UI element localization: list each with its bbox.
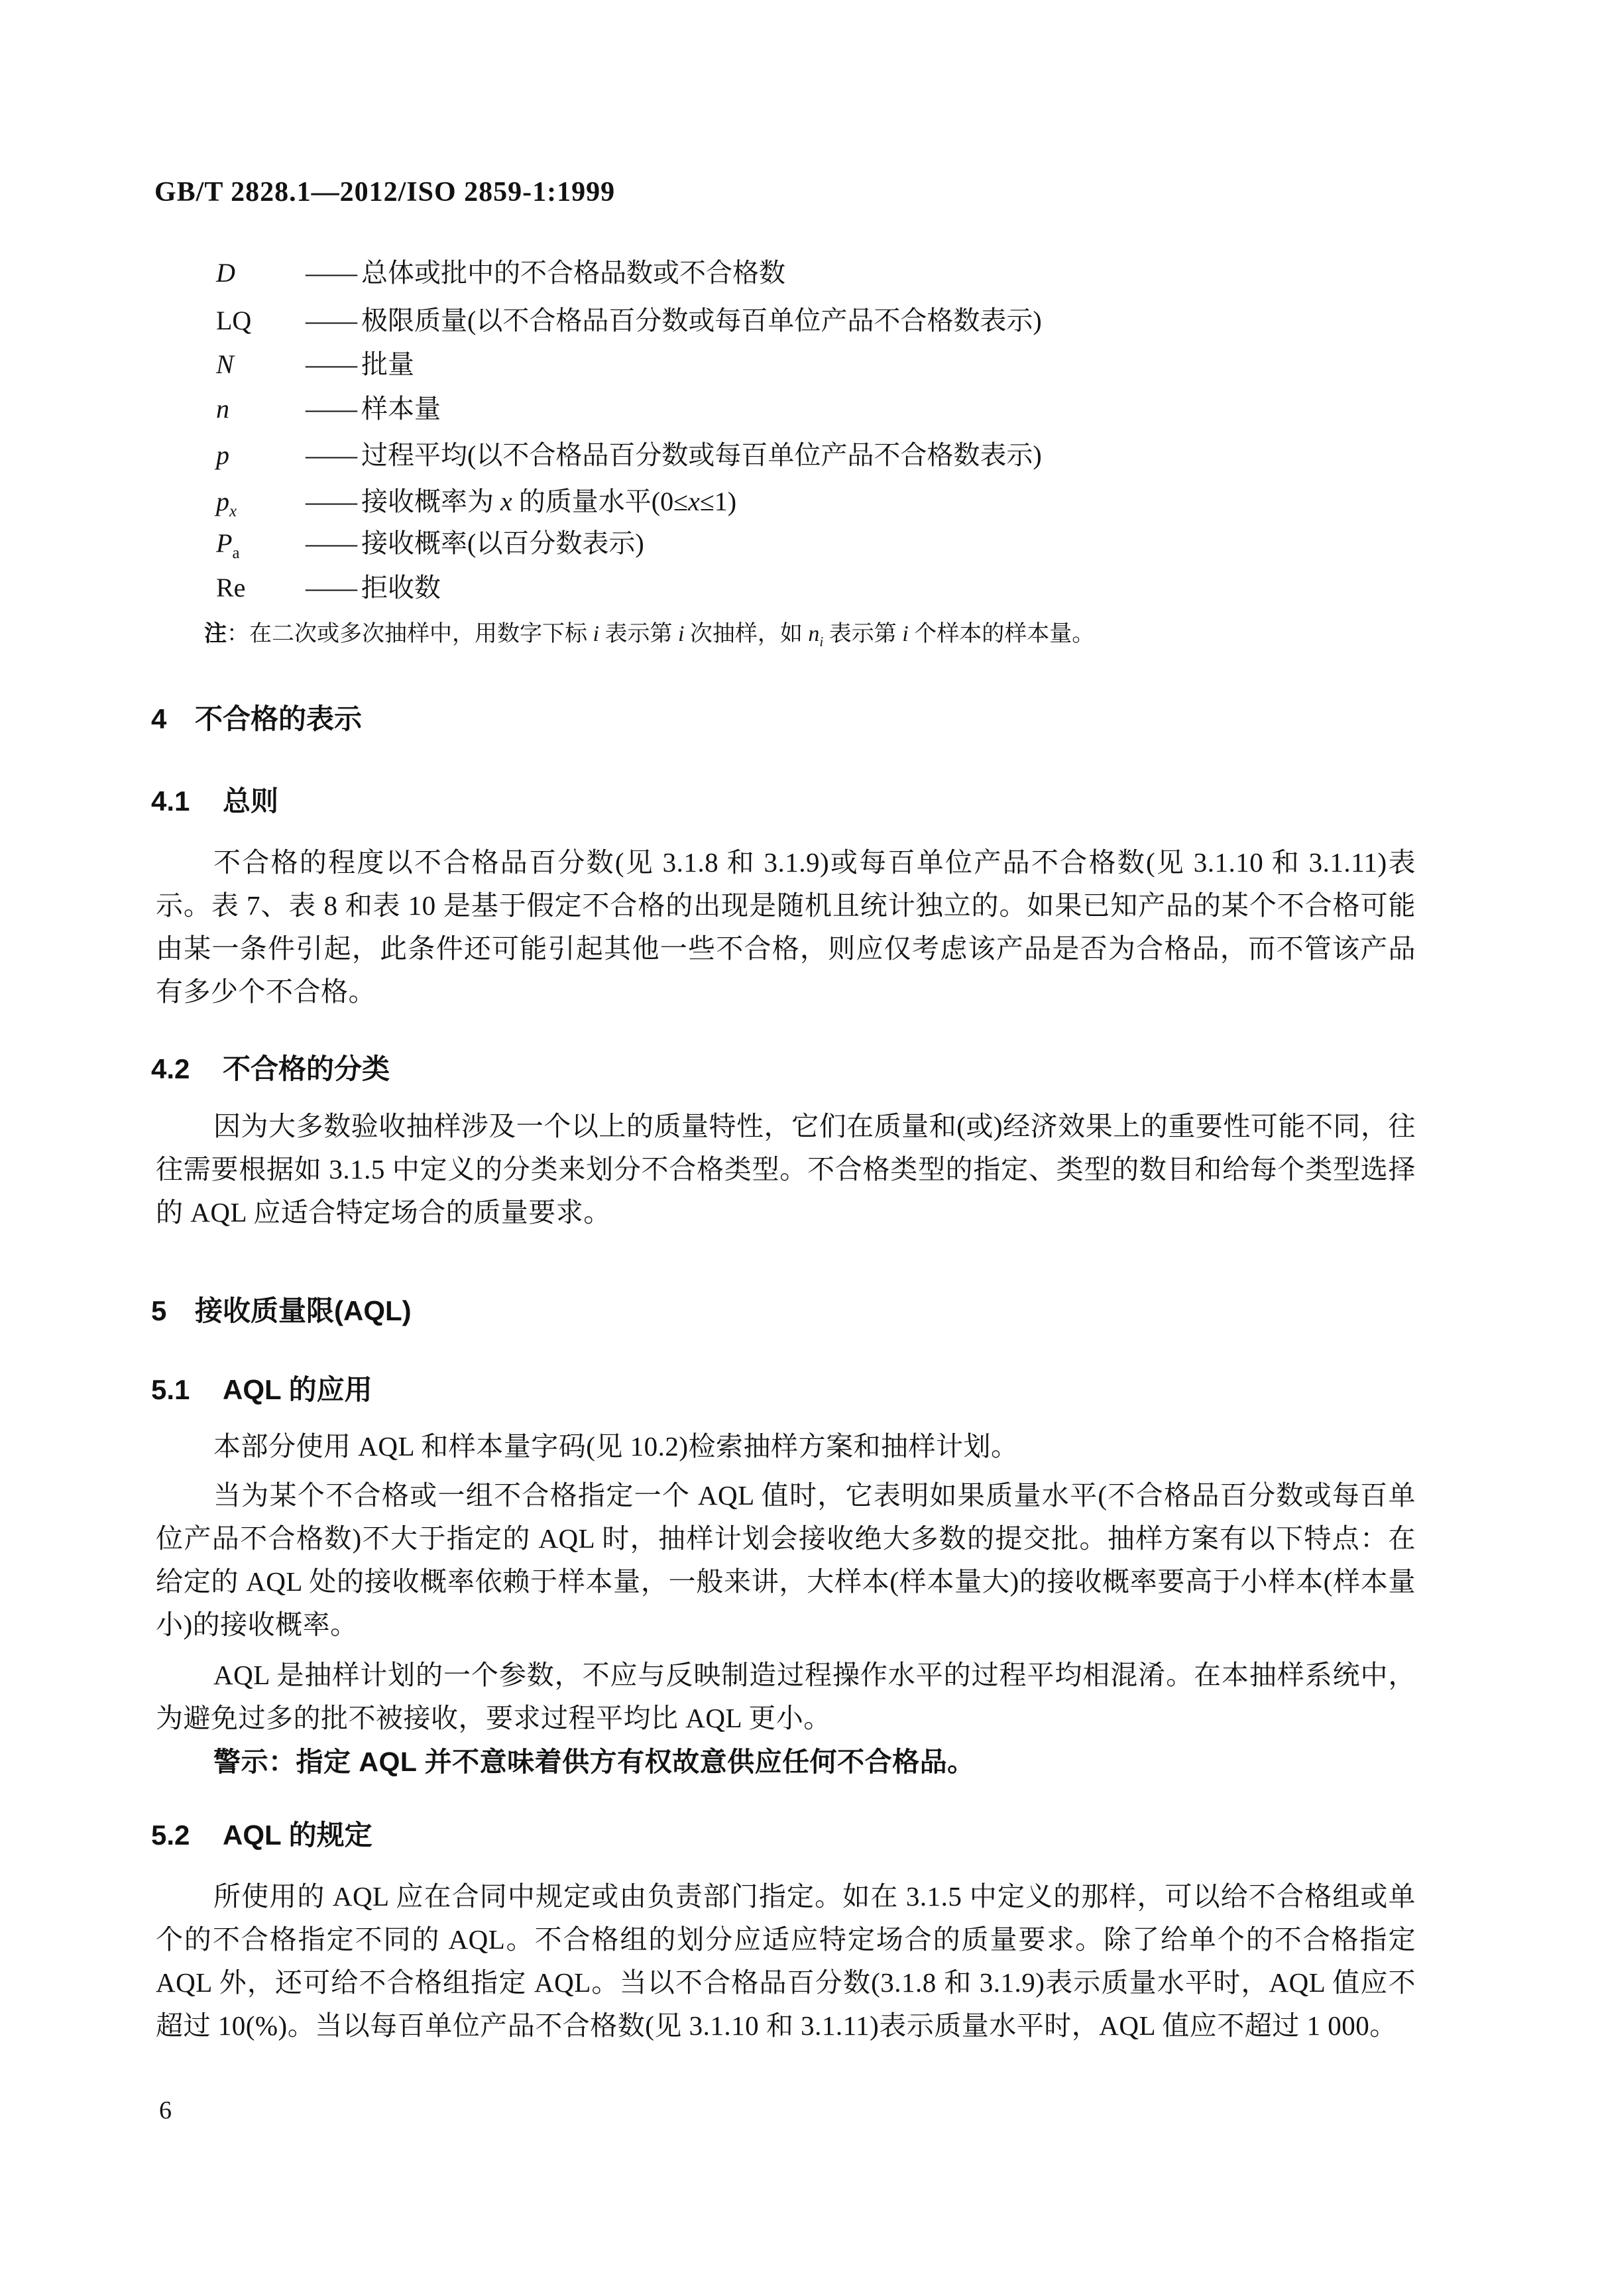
symbol-term: N [216, 349, 234, 379]
symbol-definition: 过程平均(以不合格品百分数或每百单位产品不合格数表示) [361, 440, 1042, 470]
symbol-term: $p_x$ [216, 487, 237, 520]
heading-title: 不合格的分类 [223, 1053, 390, 1084]
definition-dash: —— [306, 573, 356, 603]
symbol-definition: 极限质量(以不合格品百分数或每百单位产品不合格数表示) [361, 306, 1042, 335]
symbol-definition: 批量 [361, 349, 414, 379]
symbol-term: D [216, 258, 235, 288]
symbol-definition: 总体或批中的不合格品数或不合格数 [361, 258, 785, 288]
standard-number-header: GB/T 2828.1—2012/ISO 2859-1:1999 [154, 177, 616, 207]
symbol-row-Pa [216, 522, 644, 560]
symbol-row-px [216, 481, 736, 518]
paragraph-4-1: 不合格的程度以不合格品百分数(见 3.1.8 和 3.1.9)或每百单位产品不合格数(见 3.1.10 和 3.1.11)表示。表 7、表 8 和表 10 是基于假定不合格的出现是随机且统计独立的。如果已知产品的某个不合格可能由某一条件引起，此条件还可能引起其他一些不合格，则应仅考虑该产品是否为合格品，而不管该产品有多少个不合格。 [156, 847, 1416, 1007]
heading-4-1 [151, 779, 278, 819]
symbol-term: LQ [216, 306, 252, 335]
symbol-row-n [216, 388, 441, 426]
heading-title: 总则 [223, 785, 279, 817]
heading-number: 4.2 [151, 1053, 190, 1084]
symbol-term: $P_a$ [216, 528, 240, 562]
subscript-note: 注：在二次或多次抽样中，用数字下标 i 表示第 i 次抽样，如 $n_i$ 表示第 i 个样本的样本量。 [204, 621, 1095, 650]
heading-number: 5.2 [151, 1819, 190, 1851]
definition-dash: —— [306, 487, 356, 516]
warning-statement: 警示：指定 AQL 并不意味着供方有权故意供应任何不合格品。 [213, 1747, 975, 1777]
definition-dash: —— [306, 349, 356, 379]
paragraph-5-1-b: 当为某个不合格或一组不合格指定一个 AQL 值时，它表明如果质量水平(不合格品百分数或每百单位产品不合格数)不大于指定的 AQL 时，抽样计划会接收绝大多数的提交批。抽样方案有以下特点：在给定的 AQL 处的接收概率依赖于样本量，一般来讲，大样本(样本量大)的接收概率要高于小样本(样本量小)的接收概率。 [156, 1480, 1416, 1640]
symbol-row-p [216, 434, 1042, 472]
paragraph-5-1-c: AQL 是抽样计划的一个参数，不应与反映制造过程操作水平的过程平均相混淆。在本抽样系统中，为避免过多的批不被接收，要求过程平均比 AQL 更小。 [156, 1660, 1416, 1733]
definition-dash: —— [306, 394, 356, 424]
heading-4-2 [151, 1047, 390, 1087]
heading-title: 接收质量限(AQL) [195, 1295, 412, 1326]
paragraph-5-2: 所使用的 AQL 应在合同中规定或由负责部门指定。如在 3.1.5 中定义的那样，可以给不合格组或单个的不合格指定不同的 AQL。不合格组的划分应适应特定场合的质量要求。除了给单个的不合格指定 AQL 外，还可给不合格组指定 AQL。当以不合格品百分数(3.1.8 和 3.1.9)表示质量水平时，AQL 值应不超过 10(%)。当以每百单位产品不合格数(见 3.1.10 和 3.1.11)表示质量水平时，AQL 值应不超过 1 000。 [156, 1881, 1416, 2041]
paragraph-5-1-a: 本部分使用 AQL 和样本量字码(见 10.2)检索抽样方案和抽样计划。 [213, 1431, 1019, 1462]
heading-title: 不合格的表示 [195, 703, 363, 734]
heading-number: 5 [151, 1295, 167, 1326]
heading-4 [151, 697, 362, 737]
symbol-definition: 样本量 [361, 394, 441, 424]
paragraph-4-2: 因为大多数验收抽样涉及一个以上的质量特性，它们在质量和(或)经济效果上的重要性可能不同，往往需要根据如 3.1.5 中定义的分类来划分不合格类型。不合格类型的指定、类型的数目和给每个类型选择的 AQL 应适合特定场合的质量要求。 [156, 1111, 1416, 1228]
symbol-term: Re [216, 573, 246, 603]
definition-dash: —— [306, 440, 356, 470]
heading-number: 4 [151, 703, 167, 734]
symbol-definition: 拒收数 [361, 573, 441, 603]
symbol-row-N [216, 343, 414, 381]
symbol-term: p [216, 440, 229, 470]
symbol-definition: 接收概率(以百分数表示) [361, 528, 644, 558]
symbol-term: n [216, 394, 229, 424]
symbol-row-LQ [216, 300, 1042, 337]
heading-5 [151, 1289, 412, 1329]
heading-number: 4.1 [151, 785, 190, 817]
heading-5-2 [151, 1813, 372, 1853]
heading-title: AQL 的应用 [223, 1374, 372, 1405]
heading-title: AQL 的规定 [223, 1819, 372, 1851]
symbol-row-Re [216, 567, 441, 604]
definition-dash: —— [306, 528, 356, 558]
heading-5-1 [151, 1368, 372, 1408]
symbol-row-D [216, 252, 785, 290]
heading-number: 5.1 [151, 1374, 190, 1405]
page-number: 6 [159, 2096, 172, 2124]
symbol-definition: 接收概率为 x 的质量水平(0≤x≤1) [361, 487, 737, 516]
definition-dash: —— [306, 258, 356, 288]
definition-dash: —— [306, 306, 356, 335]
